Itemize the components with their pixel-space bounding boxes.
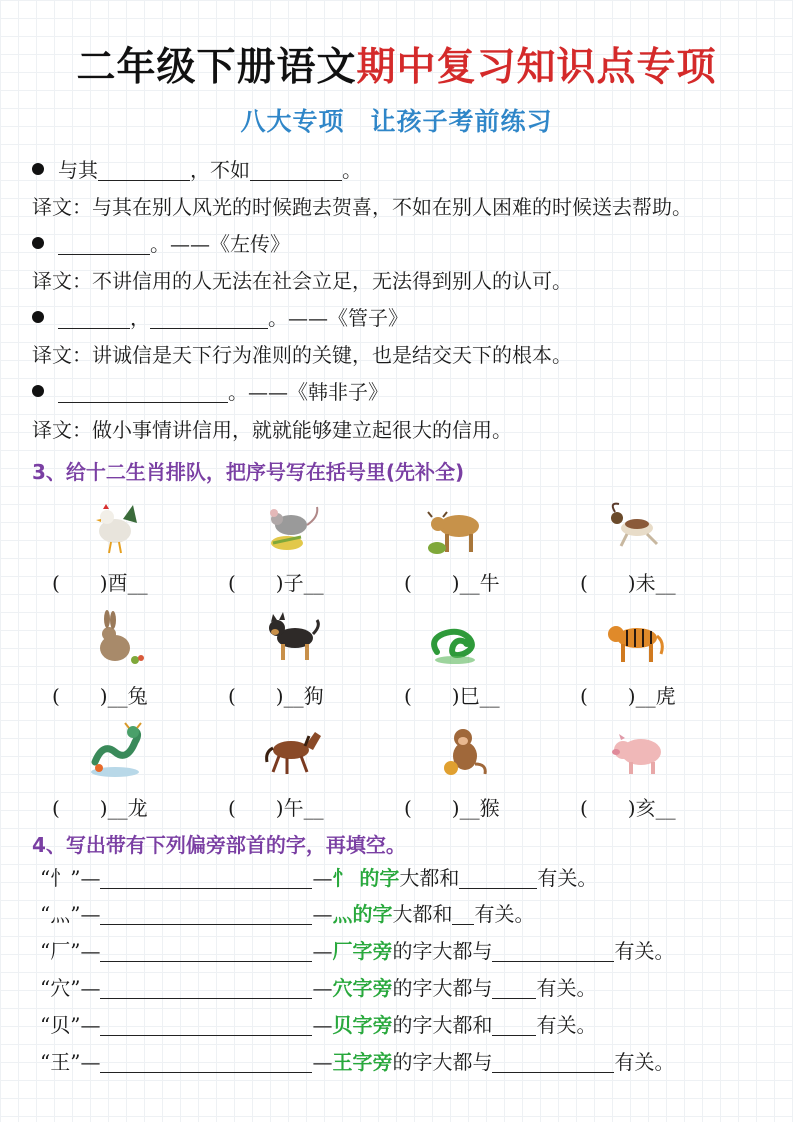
tiger-icon (600, 610, 670, 672)
answer-blank[interactable] (492, 941, 614, 962)
answer-blank[interactable] (100, 1015, 312, 1036)
bullet-icon (32, 311, 44, 323)
page-title (0, 36, 793, 92)
radical-row: “忄”— —忄 的字大都和 有关。 (40, 866, 598, 890)
title-part1: 二年级下册语文 (76, 45, 357, 90)
title-part2: 期中复习知识点专项 (356, 45, 717, 90)
answer-blank[interactable] (492, 1052, 614, 1073)
translation-1: 译文：与其在别人风光的时候跑去贺喜，不如在别人困难的时候送去帮助。 (32, 195, 692, 219)
radical-row: “穴”— —穴字旁的字大都与 有关。 (40, 976, 597, 1000)
radical-row: “王”— —王字旁的字大都与 有关。 (40, 1050, 675, 1074)
answer-blank[interactable] (452, 904, 474, 925)
rabbit-icon (82, 608, 152, 670)
zodiac-label: ( )__兔 (52, 684, 148, 708)
answer-blank[interactable] (100, 978, 312, 999)
quote-2: 。——《左传》 (32, 231, 290, 257)
zodiac-label: ( )酉__ (52, 571, 148, 595)
section-4-heading: 4、写出带有下列偏旁部首的字，再填空。 (32, 833, 406, 857)
bullet-icon (32, 237, 44, 249)
zodiac-label: ( )午__ (228, 796, 324, 820)
zodiac-label: ( )__猴 (404, 796, 500, 820)
snake-icon (420, 610, 490, 672)
dragon-icon (82, 720, 152, 782)
answer-blank[interactable] (492, 978, 536, 999)
monkey-icon (432, 718, 502, 780)
zodiac-label: ( )未__ (580, 571, 676, 595)
rooster-icon (82, 495, 152, 557)
translation-3: 译文：讲诚信是天下行为准则的关键，也是结交天下的根本。 (32, 343, 572, 367)
dog-icon (258, 606, 328, 668)
answer-blank[interactable] (100, 941, 312, 962)
zodiac-label: ( )亥__ (580, 796, 676, 820)
zodiac-label: ( )巳__ (404, 684, 500, 708)
ox-icon (420, 498, 490, 560)
translation-2: 译文：不讲信用的人无法在社会立足，无法得到别人的认可。 (32, 269, 572, 293)
translation-4: 译文：做小事情讲信用，就就能够建立起很大的信用。 (32, 418, 512, 442)
bullet-icon (32, 163, 44, 175)
answer-blank[interactable] (492, 1015, 536, 1036)
section-3-heading: 3、给十二生肖排队，把序号写在括号里(先补全) (32, 460, 465, 484)
pig-icon (604, 722, 674, 784)
goat-icon (600, 496, 670, 558)
quote-3: ， 。——《管子》 (32, 305, 408, 331)
answer-blank[interactable] (100, 904, 312, 925)
answer-blank[interactable] (150, 308, 268, 329)
zodiac-label: ( )__虎 (580, 684, 676, 708)
quote-4: 。——《韩非子》 (32, 379, 388, 405)
answer-blank[interactable] (100, 1052, 312, 1073)
answer-blank[interactable] (100, 868, 312, 889)
answer-blank[interactable] (58, 382, 228, 403)
zodiac-label: ( )__狗 (228, 684, 324, 708)
radical-row: “厂”— —厂字旁的字大都与 有关。 (40, 939, 675, 963)
answer-blank[interactable] (459, 868, 537, 889)
answer-blank[interactable] (58, 308, 130, 329)
answer-blank[interactable] (58, 234, 150, 255)
horse-icon (258, 720, 328, 782)
answer-blank[interactable] (250, 160, 342, 181)
answer-blank[interactable] (98, 160, 190, 181)
radical-row: “灬”— —灬的字大都和 有关。 (40, 902, 535, 926)
radical-row: “贝”— —贝字旁的字大都和 有关。 (40, 1013, 597, 1037)
rat-icon (258, 495, 328, 557)
zodiac-label: ( )__龙 (52, 796, 148, 820)
zodiac-label: ( )__牛 (404, 571, 500, 595)
bullet-icon (32, 385, 44, 397)
zodiac-label: ( )子__ (228, 571, 324, 595)
page-subtitle: 八大专项 让孩子考前练习 (240, 107, 553, 136)
quote-1: 与其 ，不如 。 (32, 157, 362, 183)
